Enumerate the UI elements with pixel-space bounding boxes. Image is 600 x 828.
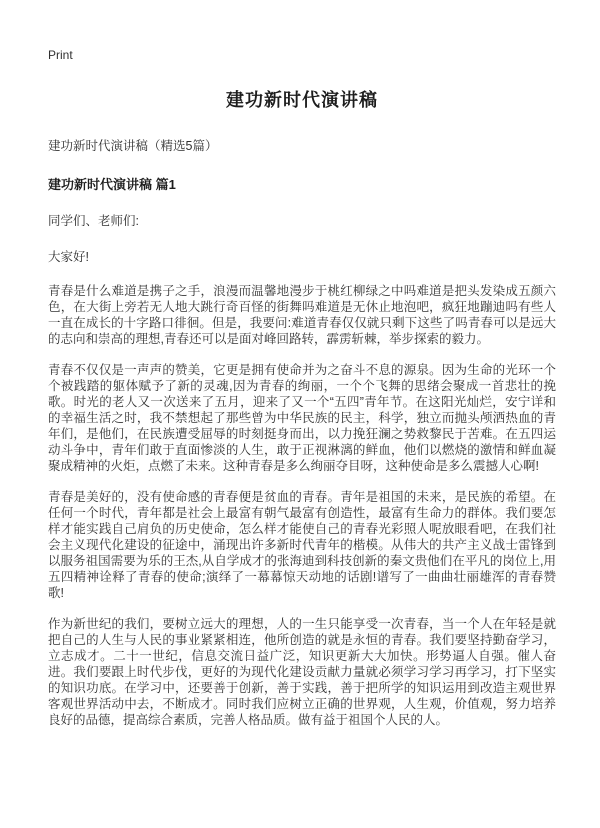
- paragraph-2: 青春不仅仅是一声声的赞美，它更是拥有使命并为之奋斗不息的源泉。因为生命的光环一个个被践踏的躯体赋予了新的灵魂,因为青春的绚丽，一个个飞舞的思绪会聚成一首悲壮的挽歌。时光的老人又一次送来了五月，迎来了又一个“五四”青年节。在这阳光灿烂，安宁详和的幸福生活之时，我不禁想起了那些曾为中华民族的民主，科学，独立而抛头颅洒热血的青年们，是他们，在民族遭受屈辱的时刻挺身而出，以力挽狂澜之势救黎民于苦难。在五四运动斗争中，青年们敢于直面惨淡的人生，敢于正视淋漓的鲜血，他们以燃烧的激情和鲜血凝聚成精神的火炬，点燃了未来。这种青春是多么绚丽夺目呀，这种使命是多么震撼人心啊!: [48, 363, 556, 473]
- paragraph-4: 作为新世纪的我们，要树立远大的理想，人的一生只能享受一次青春，当一个人在年轻是就把自己的人生与人民的事业紧紧相连，他所创造的就是永恒的青春。我们要坚持勤奋学习，立志成才。二十一世纪，信息交流日益广泛，知识更新大大加快。形势逼人自强。催人奋进。我们要跟上时代步伐，更好的为现代化建设贡献力量就必须学习学习再学习，打下坚实的知识功底。在学习中，还要善于创新，善于实践，善于把所学的知识运用到改造主观世界客观世界活动中去，不断成才。同时我们应树立正确的世界观，人生观，价值观，努力培养良好的品德，提高综合素质，完善人格品质。做有益于祖国个人民的人。: [48, 617, 556, 727]
- section-heading-part1: 建功新时代演讲稿 篇1: [48, 177, 176, 192]
- greeting-hello: 大家好!: [48, 250, 89, 264]
- print-link[interactable]: Print: [48, 48, 73, 62]
- paragraph-1: 青春是什么难道是携子之手，浪漫而温馨地漫步于桃红柳绿之中吗难道是把头发染成五颜六色，在大街上旁若无人地大跳行奇百怪的街舞吗难道是无休止地泡吧，疯狂地蹦迪吗有些人一直在成长的十字路口徘徊。但是，我要问:难道青春仅仅就只剩下这些了吗青春可以是远大的志向和崇高的理想,青春还可以是面对峰回路转，霹雳斩棘，举步探索的毅力。: [48, 284, 556, 346]
- page-title: 建功新时代演讲稿: [226, 90, 378, 110]
- greeting-audience: 同学们、老师们:: [48, 214, 139, 228]
- paragraph-3: 青春是美好的，没有使命感的青春便是贫血的青春。青年是祖国的未来，是民族的希望。在任何一个时代，青年都是社会上最富有朝气最富有创造性，最富有生命力的群体。我们要怎样才能实践自己肩负的历史使命，怎么样才能使自己的青春光彩照人呢放眼看吧，在我们社会主义现代化建设的征途中，涌现出许多新时代青年的楷模。从伟大的共产主义战士雷锋到以服务祖国需要为乐的王杰,从自学成才的张海迪到科技创新的秦文贵他们在平凡的岗位上,用五四精神诠释了青春的使命;演绎了一幕幕惊天动地的话剧!谱写了一曲曲壮丽雄浑的青春赞歌!: [48, 490, 556, 600]
- document-subtitle: 建功新时代演讲稿（精选5篇）: [48, 139, 218, 153]
